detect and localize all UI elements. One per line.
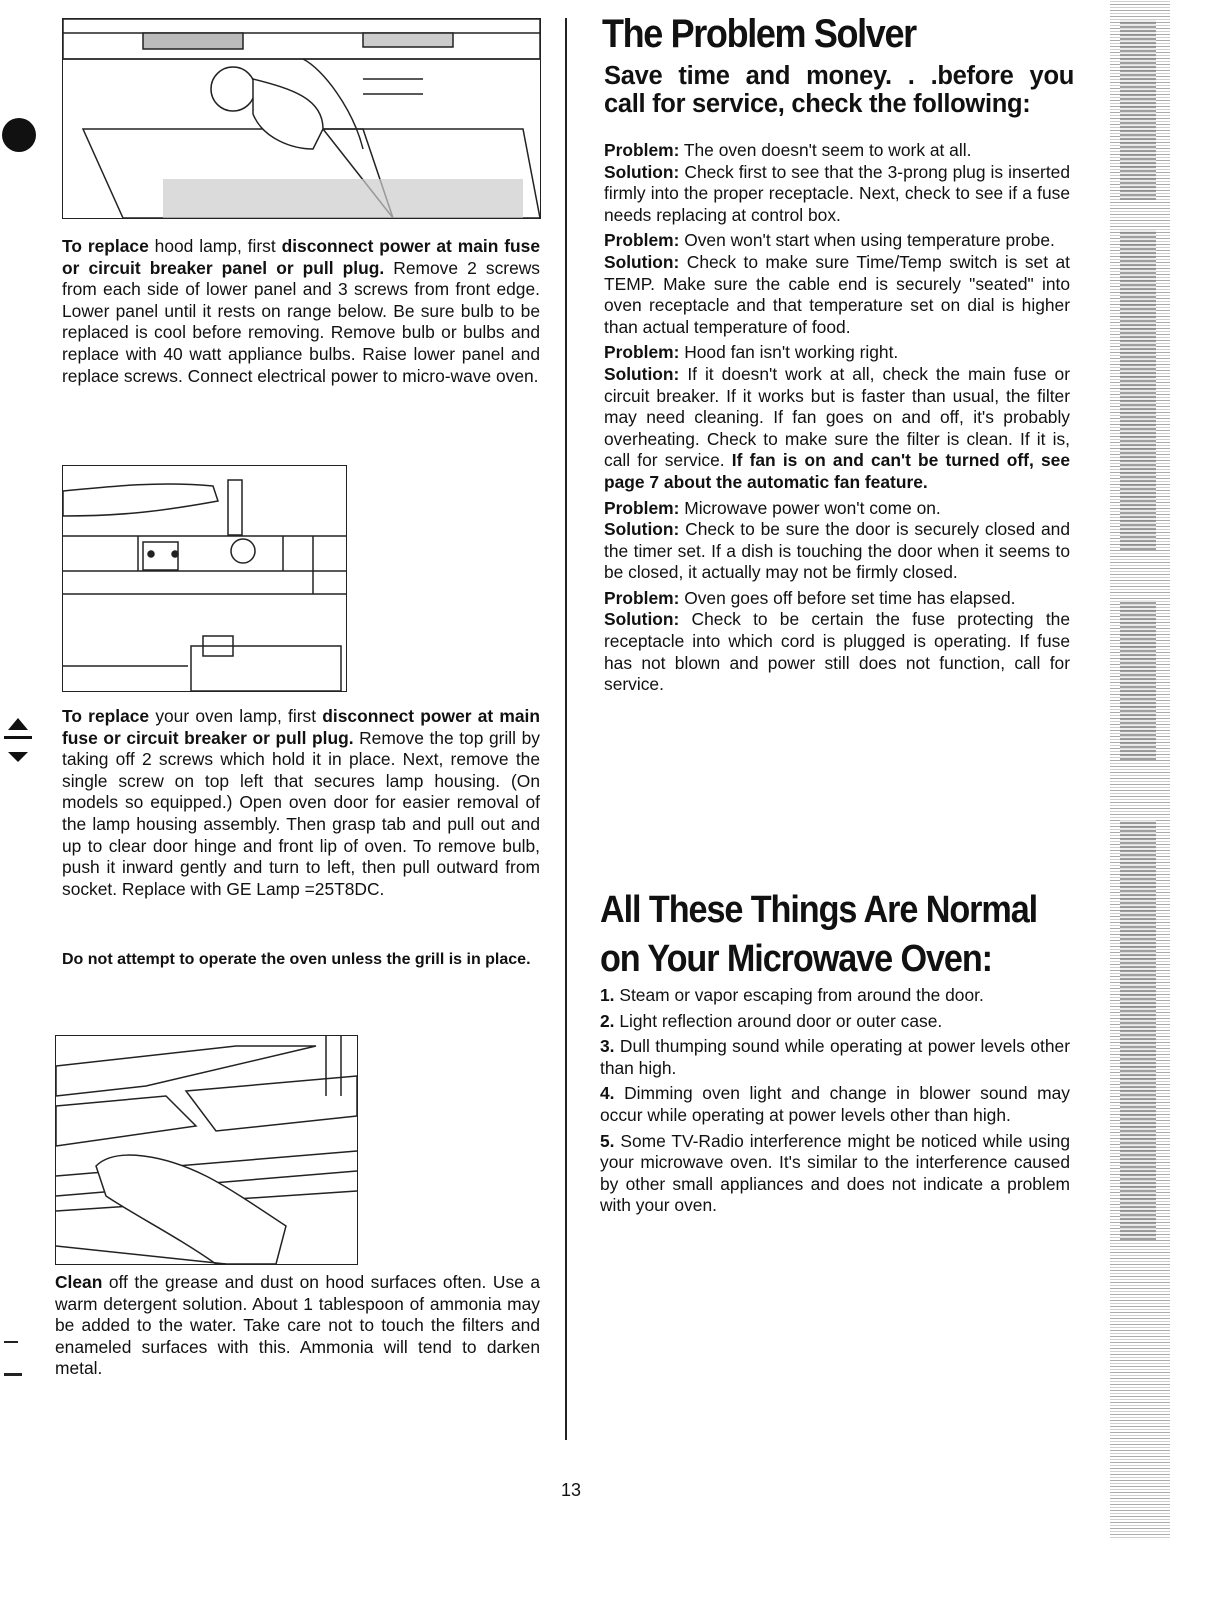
item-text: Dull thumping sound while operating at power levels other than high.	[600, 1036, 1070, 1078]
problem-text: Oven goes off before set time has elapsed.	[679, 587, 1016, 608]
column-divider	[565, 18, 567, 1440]
text: Remove the top grill by taking off 2 screws which hold it in place. Next, remove the single screw on top left that secures lamp housing. (On models so equipped.) Open oven door for easier removal of the lamp housing assembly. Then grasp tab and pull out and up to clear door hinge and front lip of oven. To remove bulb, push it inward gently and turn to left, then pull outward from socket. Replace with GE Lamp =25T8DC.	[62, 727, 540, 899]
text: your oven lamp, first	[149, 706, 323, 726]
item-text: Some TV-Radio interference might be noticed while using your microwave oven. It's similar to the interference caused by other small appliances and does not indicate a problem with your oven.	[600, 1130, 1070, 1216]
solution-label: Solution:	[604, 161, 680, 182]
normal-item	[600, 1131, 1070, 1217]
subtitle-line: call for service, check the following:	[604, 90, 1031, 118]
title-line: All These Things Are Normal	[600, 889, 1038, 931]
problem-label: Problem:	[604, 587, 680, 608]
normal-item	[600, 1083, 1070, 1126]
item-number: 2.	[600, 1010, 615, 1031]
problem-solver-title: The Problem Solver	[602, 12, 916, 56]
problem-label: Problem:	[604, 342, 680, 363]
side-index-tab	[1110, 0, 1170, 1540]
solution-text: Check first to see that the 3-prong plug is inserted firmly into the proper receptacle. Next, check to see if a fuse needs replacing at control box.	[604, 161, 1070, 225]
page-number: 13	[561, 1480, 582, 1500]
warning-text: Do not attempt to operate the oven unless the grill is in place.	[62, 951, 531, 968]
solution-statement	[604, 252, 1070, 338]
problem-statement	[604, 498, 1070, 520]
solution-label: Solution:	[604, 519, 680, 540]
item-number: 4.	[600, 1083, 615, 1104]
problem-statement	[604, 230, 1070, 252]
bold-lead: Clean	[55, 1272, 103, 1292]
problem-label: Problem:	[604, 140, 680, 160]
bold-warning: disconnect power at main fuse or circuit breaker panel or pull plug.	[62, 236, 540, 278]
solution-text: Check to be sure the door is securely closed and the timer set. If a dish is touching the door when it seems to be closed, it actually may not be firmly closed.	[604, 519, 1070, 583]
normal-item	[600, 985, 1070, 1007]
punch-hole-mark	[2, 118, 36, 152]
solution-statement	[604, 162, 1070, 227]
cleaning-instructions	[55, 1272, 540, 1384]
margin-mark	[4, 1341, 18, 1343]
oven-lamp-instructions	[62, 706, 540, 904]
hood-cleaning-illustration	[55, 1035, 358, 1265]
oven-lamp-illustration	[62, 465, 347, 692]
title-line: on Your Microwave Oven:	[600, 938, 992, 980]
margin-mark	[4, 736, 32, 739]
item-number: 3.	[600, 1036, 615, 1057]
bold-lead: To replace	[62, 236, 149, 256]
problem-solver-subtitle	[604, 62, 1074, 118]
hood-lamp-instructions	[62, 236, 540, 391]
problem-statement	[604, 140, 1070, 162]
margin-mark	[4, 1373, 22, 1376]
subtitle-line: Save time and money. . .before you	[604, 62, 1074, 90]
margin-mark	[8, 718, 28, 730]
normal-item	[600, 1011, 1070, 1033]
bold-warning: disconnect power at main fuse or circuit breaker or pull plug.	[62, 706, 541, 748]
solution-label: Solution:	[604, 609, 680, 630]
problem-text: Oven won't start when using temperature probe.	[679, 230, 1055, 251]
normal-things-list	[600, 985, 1070, 1221]
problem-text: Hood fan isn't working right.	[679, 342, 899, 363]
item-number: 5.	[600, 1130, 615, 1151]
problem-statement	[604, 588, 1070, 610]
solution-text: Check to make sure Time/Temp switch is set at TEMP. Make sure the cable end is securely "seated" into oven receptacle and that temperature set on dial is higher than actual temperature of food.	[604, 251, 1070, 337]
item-text: Dimming oven light and change in blower sound may occur while operating at power levels other than high.	[600, 1083, 1070, 1125]
item-number: 1.	[600, 985, 615, 1005]
solution-bold-text: If fan is on and can't be turned off, see page 7 about the automatic fan feature.	[604, 450, 1070, 492]
problem-text: Microwave power won't come on.	[679, 497, 941, 518]
normal-item	[600, 1036, 1070, 1079]
item-text: Light reflection around door or outer case.	[614, 1010, 943, 1031]
solution-label: Solution:	[604, 251, 680, 272]
normal-things-title	[600, 886, 1037, 984]
text: off the grease and dust on hood surfaces often. Use a warm detergent solution. About 1 tablespoon of ammonia may be added to the water. Take care not to touch the filters and enameled surfaces with this. Ammonia will tend to darken metal.	[55, 1272, 540, 1379]
problem-list	[604, 140, 1070, 696]
grill-warning	[62, 949, 540, 975]
margin-mark	[8, 752, 28, 762]
problem-label: Problem:	[604, 497, 680, 518]
text: hood lamp, first	[148, 236, 282, 256]
solution-text: Check to be certain the fuse protecting the receptacle into which cord is plugged is operating. If fuse has not blown and power still does not function, call for service.	[604, 609, 1070, 695]
item-text: Steam or vapor escaping from around the door.	[614, 985, 984, 1005]
problem-text: The oven doesn't seem to work at all.	[679, 140, 972, 160]
solution-statement	[604, 609, 1070, 695]
hood-lamp-illustration	[62, 18, 541, 219]
solution-text: If it doesn't work at all, check the main fuse or circuit breaker. If it works but is faster than usual, the filter may need cleaning. If fan goes on and off, it's probably overheating. Check to make sure the filter is clean. If it is, call for service.	[604, 363, 1070, 471]
bold-lead: To replace	[62, 706, 150, 726]
solution-statement	[604, 519, 1070, 584]
problem-statement	[604, 342, 1070, 364]
solution-statement	[604, 364, 1070, 494]
solution-label: Solution:	[604, 363, 680, 384]
text: Remove 2 screws from each side of lower panel and 3 screws from front edge. Lower panel until it rests on range below. Be sure bulb to be replaced is cool before removing. Remove bulb or bulbs and replace with 40 watt appliance bulbs. Raise lower panel and replace screws. Connect electrical power to micro-wave oven.	[62, 257, 540, 386]
problem-label: Problem:	[604, 230, 680, 251]
